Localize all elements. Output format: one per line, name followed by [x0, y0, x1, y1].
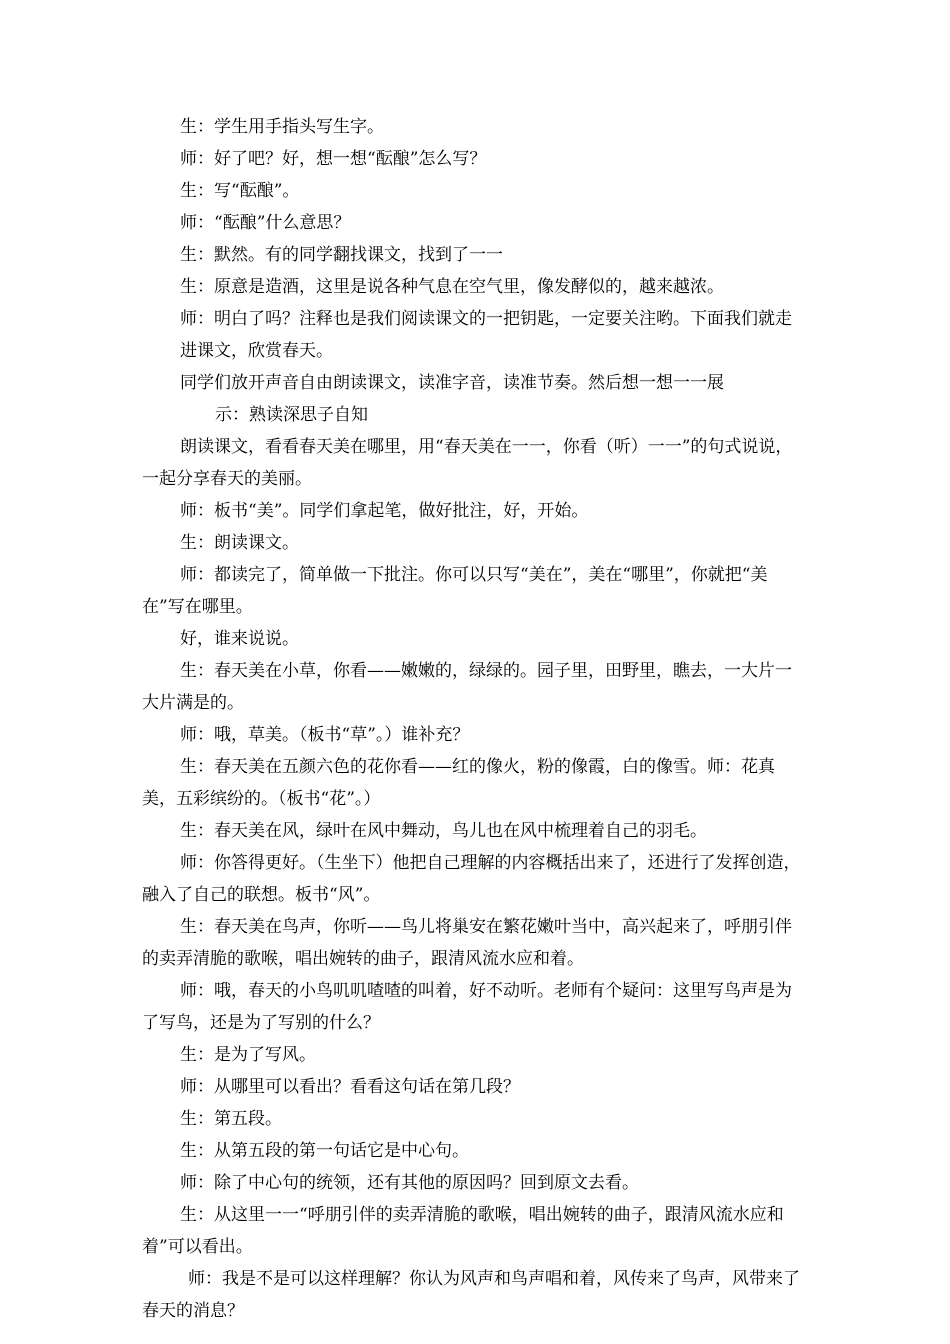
paragraph-12: 生：朗读课文。 [180, 533, 299, 553]
paragraph-28: 师：我是不是可以这样理解？你认为风声和鸟声唱和着，风传来了鸟声，风带来了春天的消息？ [142, 1269, 800, 1321]
paragraph-8: 同学们放开声音自由朗读课文，读准字音，读准节奏。然后想一想一一展 [180, 373, 724, 393]
paragraph-5: 生：默然。有的同学翻找课文，找到了一一 [180, 245, 503, 265]
paragraph-24: 生：第五段。 [180, 1109, 282, 1129]
paragraph-9: 示：熟读深思子自知 [215, 405, 368, 425]
paragraph-2: 师：好了吧？好，想一想“酝酿”怎么写？ [180, 149, 487, 169]
paragraph-23: 师：从哪里可以看出？看看这句话在第几段？ [180, 1077, 520, 1097]
paragraph-13: 师：都读完了，简单做一下批注。你可以只写“美在”，美在“哪里”，你就把“美在”写在哪里。 [142, 565, 768, 617]
paragraph-14: 好，谁来说说。 [180, 629, 299, 649]
paragraph-21: 师：哦，春天的小鸟叽叽喳喳的叫着，好不动听。老师有个疑问：这里写鸟声是为了写鸟，还是为了写别的什么？ [142, 981, 792, 1033]
paragraph-18: 生：春天美在风，绿叶在风中舞动，鸟儿也在风中梳理着自己的羽毛。 [180, 821, 707, 841]
paragraph-26: 师：除了中心句的统领，还有其他的原因吗？回到原文去看。 [180, 1173, 639, 1193]
paragraph-17: 生：春天美在五颜六色的花你看——红的像火，粉的像霞，白的像雪。师：花真美，五彩缤纷的。（板书“花”。） [142, 757, 775, 809]
paragraph-19: 师：你答得更好。（生坐下）他把自己理解的内容概括出来了，还进行了发挥创造，融入了自己的联想。板书“风”。 [142, 853, 801, 905]
paragraph-25: 生：从第五段的第一句话它是中心句。 [180, 1141, 469, 1161]
paragraph-4: 师：“酝酿”什么意思？ [180, 213, 351, 233]
paragraph-11: 师：板书“美”。同学们拿起笔，做好批注，好，开始。 [180, 501, 589, 521]
paragraph-7: 师：明白了吗？注释也是我们阅读课文的一把钥匙，一定要关注哟。下面我们就走进课文，欣赏春天。 [180, 309, 792, 361]
paragraph-20: 生：春天美在鸟声，你听——鸟儿将巢安在繁花嫩叶当中，高兴起来了，呼朋引伴的卖弄清脆的歌喉，唱出婉转的曲子，跟清风流水应和着。 [142, 917, 792, 969]
paragraph-27: 生：从这里一一“呼朋引伴的卖弄清脆的歌喉，唱出婉转的曲子，跟清风流水应和着”可以看出。 [142, 1205, 784, 1257]
paragraph-6: 生：原意是造酒，这里是说各种气息在空气里，像发酵似的，越来越浓。 [180, 277, 724, 297]
paragraph-1: 生：学生用手指头写生字。 [180, 117, 384, 137]
paragraph-22: 生：是为了写风。 [180, 1045, 316, 1065]
paragraph-3: 生：写“酝酿”。 [180, 181, 300, 201]
paragraph-10: 朗读课文，看看春天美在哪里，用“春天美在一一，你看（听）一一”的句式说说，一起分享春天的美丽。 [142, 437, 793, 489]
paragraph-16: 师：哦，草美。（板书“草”。）谁补充？ [180, 725, 470, 745]
paragraph-15: 生：春天美在小草，你看——嫩嫩的，绿绿的。园子里，田野里，瞧去，一大片一大片满是的。 [142, 661, 792, 713]
